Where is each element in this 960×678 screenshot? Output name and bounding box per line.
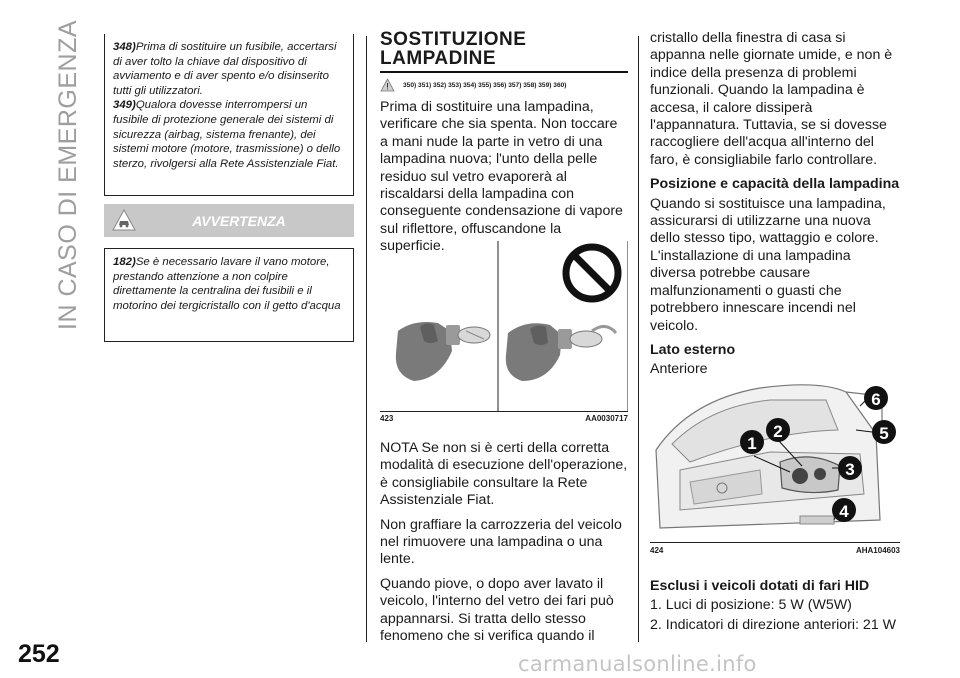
vehicle-front-illustration xyxy=(650,370,900,542)
warning-triangle-icon xyxy=(380,78,395,92)
chapter-side-title: IN CASO DI EMERGENZA xyxy=(54,19,82,330)
prohibition-icon xyxy=(566,247,618,299)
figure-bulb-handling xyxy=(380,241,628,412)
list-item: 2. Indicatori di direzione anteriori: 21 W xyxy=(650,616,897,633)
column-divider xyxy=(366,36,367,642)
note-text: Prima di sostituire un fusibile, accertarsi di aver tolto la chiave dal dispositivo di avviamento e di aver spento e/o disinserito tutti gli utilizzatori. xyxy=(113,41,337,97)
reference-list xyxy=(380,77,628,93)
column-divider xyxy=(638,36,639,642)
paragraph: Prima di sostituire una lampadina, verificare che sia spenta. Non toccare a mani nude la parte in vetro di una lampadina nuova; l'unto della pelle residuo sul vetro evaporerà al riscaldarsi della lampadina con conseguente condensazione di vapore sul riflettore, offuscandone la superficie. xyxy=(380,99,623,255)
callout-label: 6 xyxy=(871,390,881,409)
bulb-handling-illustration xyxy=(380,241,628,411)
figure-code: AA0030717 xyxy=(585,414,628,423)
paragraph: Non graffiare la carrozzeria del veicolo nel rimuovere una lampadina o una lente. xyxy=(380,516,622,568)
note-text: Qualora dovesse interrompersi un fusibile di protezione generale dei sistemi di sicurezza (airbag, sistema frenante), dei sistemi motore (motore, trasmissione) o dello sterzo, rivolgersi alla Rete Assistenziale Fiat. xyxy=(113,99,341,170)
warning-notes-box xyxy=(104,248,354,342)
paragraph: Anteriore xyxy=(650,361,708,378)
list-item: 1. Luci di posizione: 5 W (W5W) xyxy=(650,597,852,614)
watermark: carmanualsonline.info xyxy=(518,652,757,676)
callout-label: 1 xyxy=(747,434,757,453)
callout-label: 2 xyxy=(773,422,783,441)
warning-header xyxy=(104,204,354,237)
car-warning-icon xyxy=(112,208,136,232)
note-number: 348) xyxy=(113,41,136,53)
note-number: 182) xyxy=(113,256,136,268)
figure-code: AHA104603 xyxy=(855,546,900,555)
warning-title: AVVERTENZA xyxy=(192,212,286,229)
column-2-continued xyxy=(380,440,628,652)
figure-number: 423 xyxy=(380,414,394,423)
subheading: Posizione e capacità della lampadina xyxy=(650,176,900,193)
column-3-continued xyxy=(650,576,900,636)
subheading: Esclusi i veicoli dotati di fari HID xyxy=(650,578,870,594)
paragraph: Quando piove, o dopo aver lavato il veicolo, l'interno del vetro dei fari può appannarsi. Si tratta dello stesso fenomeno che si verifica quando il xyxy=(380,575,614,645)
callout-label: 3 xyxy=(845,460,855,479)
caution-notes-box xyxy=(104,34,354,196)
note-item xyxy=(113,98,345,171)
column-3 xyxy=(650,30,900,386)
paragraph: cristallo della finestra di casa si appanna nelle giornate umide, e non è indice della presenza di problemi funzionali. Quando la lampadina è accesa, il calore dissiperà l'appannatura. Tuttavia, se si dovesse raccogliere dell'acqua all'interno del faro, è consigliabile farlo controllare. xyxy=(650,30,893,168)
note-text: Se è necessario lavare il vano motore, prestando attenzione a non colpire direttamente la centralina dei fusibili e il motorino dei tergicristallo con il getto d'acqua xyxy=(113,256,341,312)
column-2 xyxy=(380,30,628,263)
subheading: Lato esterno xyxy=(650,341,736,358)
callout-label: 4 xyxy=(839,502,849,521)
note-item xyxy=(113,255,345,313)
paragraph: Quando si sostituisce una lampadina, assicurarsi di utilizzarne una nuova dello stesso tipo, wattaggio e colore. L'installazione di una lampadina diversa potrebbe causare malfunzionamenti o guasti che potrebbero innescare incendi nel veicolo. xyxy=(650,195,886,334)
heading-rule xyxy=(380,71,628,73)
reference-numbers: 350) 351) 352) 353) 354) 355) 356) 357) 358) 359) 360) xyxy=(403,81,567,89)
figure-front-lights xyxy=(650,370,900,543)
figure-caption xyxy=(380,414,628,423)
figure-caption xyxy=(650,546,900,555)
figure-number: 424 xyxy=(650,546,664,555)
section-heading-line2: LAMPADINE xyxy=(380,48,497,69)
note-item xyxy=(113,40,345,98)
page-number: 252 xyxy=(18,640,60,668)
section-heading-line1: SOSTITUZIONE xyxy=(380,29,527,50)
note-number: 349) xyxy=(113,99,136,112)
paragraph: NOTA Se non si è certi della corretta modalità di esecuzione dell'operazione, è consigliabile consultare la Rete Assistenziale Fiat. xyxy=(380,440,628,509)
callout-label: 5 xyxy=(879,424,889,443)
